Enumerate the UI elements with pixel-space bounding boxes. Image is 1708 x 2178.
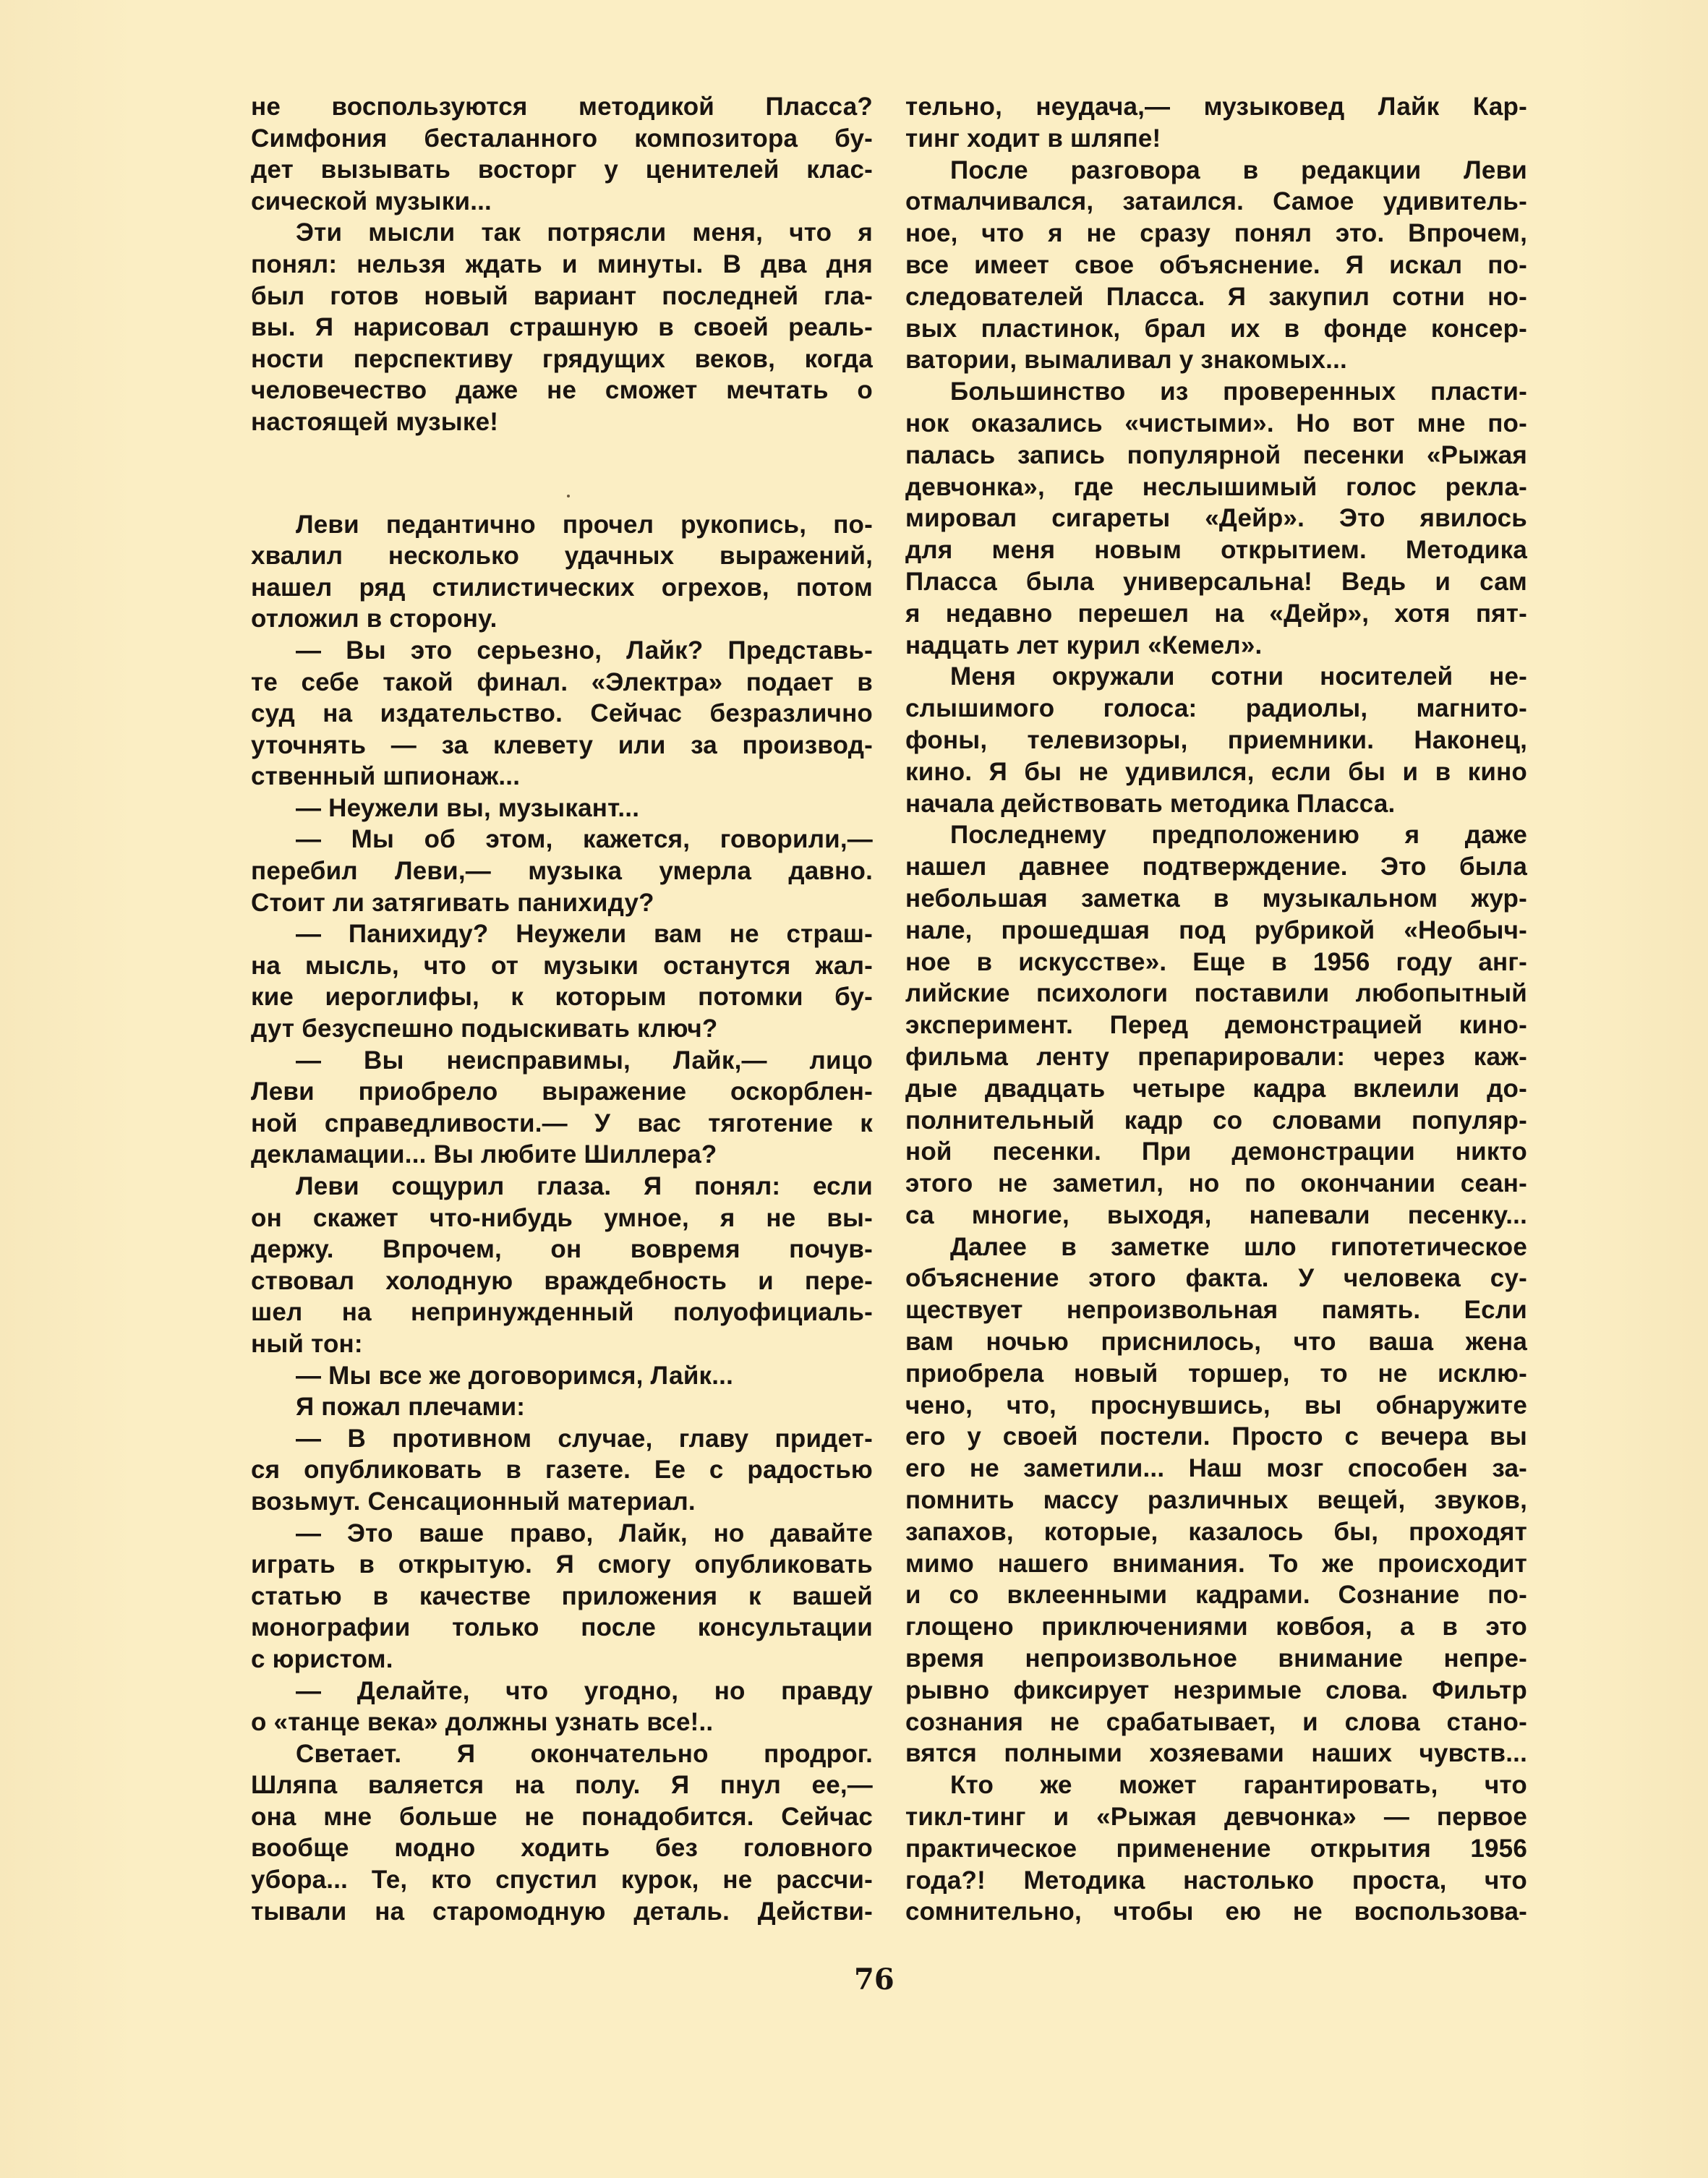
text-line: нале, прошедшая под рубрикой «Необыч- — [905, 915, 1527, 944]
text-line: монографии только после консультации — [251, 1613, 873, 1642]
text-line: ся опубликовать в газете. Ее с радостью — [251, 1456, 873, 1485]
text-line: После разговора в редакции Леви — [950, 155, 1527, 184]
text-line: ности перспективу грядущих веков, когда — [251, 344, 873, 373]
text-line: его не заметили... Наш мозг способен за- — [905, 1454, 1527, 1483]
text-line: — Мы все же договоримся, Лайк... — [296, 1361, 734, 1390]
section-break — [251, 438, 873, 509]
text-line: сической музыки... — [251, 187, 492, 215]
text-line: фоны, телевизоры, приемники. Наконец, — [905, 725, 1527, 754]
left-text-column — [251, 91, 873, 1927]
text-line: ное в искусстве». Еще в 1956 году анг- — [905, 947, 1527, 976]
text-line: она мне больше не понадобится. Сейчас — [251, 1802, 873, 1831]
text-line: ный тон: — [251, 1329, 363, 1358]
text-line: держу. Впрочем, он вовремя почув- — [251, 1235, 873, 1264]
text-line: глощено приключениями ковбоя, а в это — [905, 1613, 1527, 1641]
text-line: настоящей музыке! — [251, 407, 499, 436]
text-line: Леви сощурил глаза. Я понял: если — [296, 1172, 873, 1200]
text-line: палась запись популярной песенки «Рыжая — [905, 440, 1527, 469]
text-line: эксперимент. Перед демонстрацией кино- — [905, 1011, 1527, 1040]
text-line: его у своей постели. Просто с вечера вы — [905, 1422, 1527, 1451]
text-line: дет вызывать восторг у ценителей клас- — [251, 155, 873, 184]
text-line: отложил в сторону. — [251, 605, 498, 633]
text-line: этого не заметил, но по окончании сеан- — [905, 1169, 1527, 1198]
text-line: кие иероглифы, к которым потомки бу- — [251, 983, 873, 1012]
text-line: дые двадцать четыре кадра вклеили до- — [905, 1074, 1527, 1103]
text-line: полнительный кадр со словами популяр- — [905, 1106, 1527, 1135]
text-line: — Панихиду? Неужели вам не страш- — [296, 920, 873, 949]
text-line: нашел давнее подтверждение. Это была — [905, 853, 1527, 881]
text-line: перебил Леви,— музыка умерла давно. — [251, 857, 873, 886]
text-line: вам ночью приснилось, что ваша жена — [905, 1328, 1527, 1357]
text-line: и со вклеенными кадрами. Сознание по- — [905, 1581, 1527, 1610]
right-text-column — [905, 91, 1527, 1928]
text-line: на мысль, что от музыки останутся жал- — [251, 951, 873, 980]
text-line: те себе такой финал. «Электра» подает в — [251, 667, 873, 696]
text-line: Стоит ли затягивать панихиду? — [251, 888, 654, 917]
text-line: следователей Пласса. Я закупил сотни но- — [905, 282, 1527, 311]
text-line: понял: нельзя ждать и минуты. В два дня — [251, 249, 873, 278]
text-line: кино. Я бы не удивился, если бы и в кино — [905, 757, 1527, 786]
text-line: — В противном случае, главу придет- — [296, 1424, 873, 1453]
text-line: не воспользуются методикой Пласса? — [251, 93, 873, 121]
page-number: 76 — [854, 1963, 894, 1996]
text-line: Леви педантично прочел рукопись, по- — [296, 510, 873, 539]
text-line: — Мы об этом, кажется, говорили,— — [296, 825, 873, 854]
text-line: мировал сигареты «Дейр». Это явилось — [905, 504, 1527, 533]
text-line: убора... Те, кто спустил курок, не рассчи- — [251, 1866, 873, 1895]
text-line: са многие, выходя, напевали песенку... — [905, 1200, 1527, 1229]
text-line: тельно, неудача,— музыковед Лайк Кар- — [905, 93, 1527, 121]
text-line: года?! Методика настолько проста, что — [905, 1866, 1527, 1895]
text-line: играть в открытую. Я смогу опубликовать — [251, 1550, 873, 1579]
text-line: декламации... Вы любите Шиллера? — [251, 1140, 717, 1169]
text-line: Последнему предположению я даже — [950, 821, 1527, 850]
text-line: — Вы неисправимы, Лайк,— лицо — [296, 1046, 873, 1075]
text-line: Шляпа валяется на полу. Я пнул ее,— — [251, 1771, 873, 1800]
text-line: — Это ваше право, Лайк, но давайте — [296, 1519, 873, 1547]
text-line: ное, что я не сразу понял это. Впрочем, — [905, 219, 1527, 248]
text-line: сознания не срабатывает, и слова стано- — [905, 1707, 1527, 1736]
text-line: Большинство из проверенных пласти- — [950, 377, 1527, 406]
text-line: ватории, вымаливал у знакомых... — [905, 346, 1347, 375]
text-line: чено, что, проснувшись, вы обнаружите — [905, 1391, 1527, 1419]
text-line: время непроизвольное внимание непре- — [905, 1644, 1527, 1673]
text-line: он скажет что-нибудь умное, я не вы- — [251, 1203, 873, 1232]
text-line: сомнительно, чтобы ею не воспользова- — [905, 1897, 1527, 1926]
text-line: — Вы это серьезно, Лайк? Представь- — [296, 636, 873, 665]
text-line: тинг ходит в шляпе! — [905, 124, 1161, 153]
text-line: Кто же может гарантировать, что — [950, 1771, 1527, 1800]
text-line: девчонка», где неслышимый голос рекла- — [905, 472, 1527, 501]
text-line: статью в качестве приложения к вашей — [251, 1581, 873, 1610]
text-line: нок оказались «чистыми». Но вот мне по- — [905, 409, 1527, 437]
text-line: объяснение этого факта. У человека су- — [905, 1264, 1527, 1293]
text-line: уточнять — за клевету или за производ- — [251, 730, 873, 759]
text-line: Симфония бесталанного композитора бу- — [251, 124, 873, 153]
text-line: Меня окружали сотни носителей не- — [950, 662, 1527, 691]
text-line: для меня новым открытием. Методика — [905, 536, 1527, 565]
text-line: тывали на старомодную деталь. Действи- — [251, 1897, 873, 1926]
text-line: Пласса была универсальна! Ведь и сам — [905, 567, 1527, 596]
text-line: с юристом. — [251, 1644, 393, 1673]
text-line: вых пластинок, брал их в фонде консер- — [905, 314, 1527, 343]
text-line: надцать лет курил «Кемел». — [905, 631, 1263, 659]
text-line: шел на непринужденный полуофициаль- — [251, 1298, 873, 1327]
text-line: помнить массу различных вещей, звуков, — [905, 1486, 1527, 1515]
text-line: Леви приобрело выражение оскорблен- — [251, 1077, 873, 1106]
text-line: человечество даже не сможет мечтать о — [251, 376, 873, 405]
text-line: вятся полными хозяевами наших чувств... — [905, 1739, 1527, 1768]
text-line: отмалчивался, затаился. Самое удивитель- — [905, 187, 1527, 216]
text-line: Эти мысли так потрясли меня, что я — [296, 218, 873, 247]
text-line: тикл-тинг и «Рыжая девчонка» — первое — [905, 1803, 1527, 1832]
text-line: о «танце века» должны узнать все!.. — [251, 1708, 714, 1737]
text-line: начала действовать методика Пласса. — [905, 789, 1396, 818]
text-line: практическое применение открытия 1956 — [905, 1834, 1527, 1863]
text-line: хвалил несколько удачных выражений, — [251, 542, 873, 571]
text-line: ществует непроизвольная память. Если — [905, 1296, 1527, 1325]
text-line: — Делайте, что угодно, но правду — [296, 1676, 873, 1705]
text-line: нашел ряд стилистических огрехов, потом — [251, 573, 873, 602]
text-line: вообще модно ходить без головного — [251, 1834, 873, 1863]
print-speck — [567, 495, 570, 497]
text-line: приобрела новый торшер, то не исклю- — [905, 1359, 1527, 1388]
text-line: ствовал холодную враждебность и пере- — [251, 1266, 873, 1295]
text-line: — Неужели вы, музыкант... — [296, 793, 640, 822]
text-line: запахов, которые, казалось бы, проходят — [905, 1517, 1527, 1546]
text-line: вы. Я нарисовал страшную в своей реаль- — [251, 313, 873, 342]
text-line: был готов новый вариант последней гла- — [251, 281, 873, 310]
text-line: суд на издательство. Сейчас безразлично — [251, 699, 873, 728]
text-line: фильма ленту препарировали: через каж- — [905, 1042, 1527, 1071]
text-line: небольшая заметка в музыкальном жур- — [905, 884, 1527, 913]
text-line: лийские психологи поставили любопытный — [905, 979, 1527, 1008]
text-line: ной песенки. При демонстрации никто — [905, 1137, 1527, 1166]
text-line: Светает. Я окончательно продрог. — [296, 1739, 873, 1768]
text-line: мимо нашего внимания. То же происходит — [905, 1549, 1527, 1578]
text-line: слышимого голоса: радиолы, магнито- — [905, 694, 1527, 723]
text-line: рывно фиксирует незримые слова. Фильтр — [905, 1675, 1527, 1704]
text-line: дут безуспешно подыскивать ключ? — [251, 1015, 718, 1043]
text-line: все имеет свое объяснение. Я искал по- — [905, 250, 1527, 279]
text-line: Я пожал плечами: — [296, 1393, 526, 1422]
text-line: Далее в заметке шло гипотетическое — [950, 1232, 1527, 1261]
text-line: ной справедливости.— У вас тяготение к — [251, 1109, 873, 1137]
text-line: ственный шпионаж... — [251, 762, 521, 791]
text-line: возьмут. Сенсационный материал. — [251, 1487, 696, 1516]
text-line: я недавно перешел на «Дейр», хотя пят- — [905, 599, 1527, 628]
